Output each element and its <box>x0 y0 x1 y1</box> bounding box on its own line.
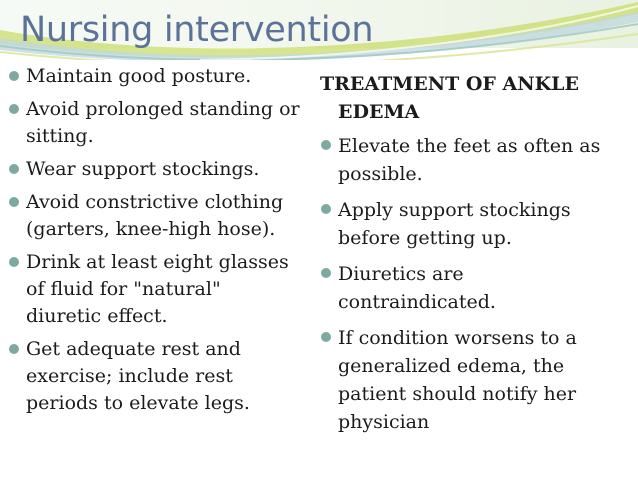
list-item-text: Avoid constrictive clothing (garters, knee-high hose). <box>26 191 284 240</box>
bullet-icon <box>8 336 22 363</box>
right-bullet-list <box>320 132 620 436</box>
slide-title: Nursing intervention <box>20 10 374 50</box>
list-item <box>8 156 300 183</box>
bullet-icon <box>8 249 22 276</box>
list-item-text: Elevate the feet as often as possible. <box>338 135 601 185</box>
bullet-icon <box>8 189 22 216</box>
list-item <box>8 189 300 243</box>
list-item <box>320 132 620 188</box>
list-item <box>8 63 300 90</box>
bullet-icon <box>320 260 334 287</box>
list-item <box>8 336 300 417</box>
list-item-text: Avoid prolonged standing or sitting. <box>26 98 300 147</box>
bullet-icon <box>8 156 22 183</box>
list-item-text: Get adequate rest and exercise; include rest periods to elevate legs. <box>26 338 250 414</box>
section-heading-line-2: EDEMA <box>338 101 420 123</box>
list-item <box>320 196 620 252</box>
bullet-icon <box>8 96 22 123</box>
section-heading-line-1: TREATMENT OF ANKLE <box>320 73 580 95</box>
list-item <box>320 324 620 436</box>
list-item-text: Wear support stockings. <box>26 158 260 180</box>
list-item <box>8 249 300 330</box>
bullet-icon <box>320 132 334 159</box>
list-item-text: Diuretics are contraindicated. <box>338 263 496 313</box>
bullet-icon <box>8 63 22 90</box>
section-heading <box>320 70 620 126</box>
bullet-icon <box>320 196 334 223</box>
list-item-text: Maintain good posture. <box>26 65 252 87</box>
bullet-icon <box>320 324 334 351</box>
list-item-text: Apply support stockings before getting up. <box>338 199 571 249</box>
list-item <box>8 96 300 150</box>
right-column <box>320 70 620 444</box>
list-item <box>320 260 620 316</box>
list-item-text: If condition worsens to a generalized edema, the patient should notify her physician <box>338 327 577 433</box>
list-item-text: Drink at least eight glasses of fluid for "natural" diuretic effect. <box>26 251 289 327</box>
left-bullet-list <box>8 63 300 423</box>
